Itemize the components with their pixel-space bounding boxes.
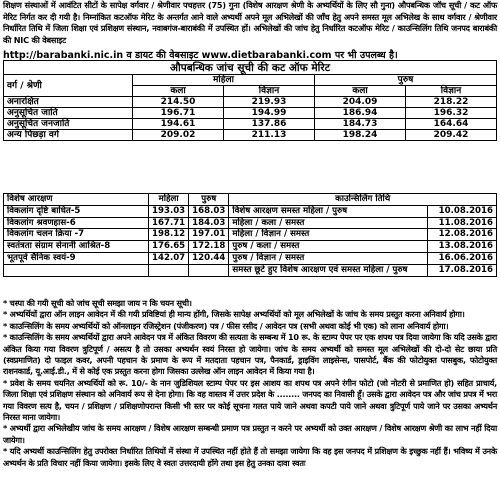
special-female-value: 167.71 [149, 217, 189, 229]
special-male-value: 120.44 [189, 252, 229, 264]
special-category: विकलांग चलन क्रिया -7 [4, 229, 149, 241]
table-row [4, 130, 497, 141]
diet-url-link[interactable]: www.dietbarabanki.com [201, 50, 332, 61]
special-female-value [149, 264, 189, 276]
row-category: अनारक्षित [4, 97, 133, 108]
special-female-value: 193.03 [149, 205, 189, 217]
counselling-date: 10.08.2016 [428, 205, 497, 217]
female-science-value: 219.93 [224, 97, 315, 108]
special-category: स्वतंत्रता संग्राम सेनानी आश्रित-8 [4, 241, 149, 253]
instruction-note: * काउन्सिलिंग के समय अभ्यर्थियों को ऑनलाइन रजिस्ट्रेशन (पंजीकरण) पत्र / फीस रसीद / आवेदन पत्र (सभी अथवा कोई भी एक) को लाना अनिवार्य होगा। [3, 320, 449, 331]
instruction-note: * काउन्सिलिंग के समय अभ्यर्थियों द्वारा अपने आवेदन पत्र में अंकित विवरण की सत्यता के सम्बन्ध में 10 रू. के स्टाम्प पेपर पर एक शपथ पत्र दिया जायेगा कि यदि उसके द्वारा अंकित किया गया विवरण त्रुटिपूर्ण / असत्य है तो उसका अभ्यर्थन स्वयं निरस्त हो जायेगा। जांच के समय अभ्यर्थी को समस्त मूल अभिलेखों की दो-दो सेट छाया प्रति (स्वप्रमाणित) दो फाइल कवर, अपनी पहचान के प्रमाण के रूप में मतदाता पहचान पत्र, पैनकार्ड, ड्राइविंग लाइसेन्स, पासपोर्ट, बैंक की फोटोयुक्त पासबुक, फोटोयुक्त राशनकार्ड, यू.आई.डी., में से कोई एक प्रस्तुत करना होगा जिसका उल्लेख ऑन लाइन आवेदन में किया गया है। [3, 332, 497, 377]
special-category: विकलांग दृष्टि बाधित-5 [4, 205, 149, 217]
counselling-group: पुरुष / विज्ञान / समस्त [229, 252, 428, 264]
special-male-value: 197.01 [189, 229, 229, 241]
nic-url-link[interactable]: http://barabanki.nic.in [3, 50, 124, 61]
female-science-value: 194.99 [224, 108, 315, 119]
counselling-date: 13.08.2016 [428, 241, 497, 253]
col-category-header: वर्ग / श्रेणी [4, 75, 133, 97]
counselling-group: पुरुष / कला / समस्त [229, 241, 428, 253]
row-category: अनुसूचित जाति [4, 108, 133, 119]
special-female-value: 198.12 [149, 229, 189, 241]
instruction-note: * अभ्यर्थियों द्वारा ऑन लाइन आवेदन में की गयी प्रविष्टियां ही मान्य होंगी, जिसके सापेक्ष अभ्यर्थियों को मूल अभिलेखों के जांच के समय प्रस्तुत करना अनिवार्य होगा। [3, 309, 465, 320]
counselling-date: 12.08.2016 [428, 229, 497, 241]
female-header: महिला [133, 75, 315, 86]
table-row [4, 217, 497, 229]
male-science-value: 164.64 [406, 119, 497, 130]
website-line-mid: व डायट की वेबसाइट [123, 50, 202, 61]
male-arts-header: कला [315, 86, 406, 97]
special-female-value: 176.65 [149, 241, 189, 253]
male-science-header: विज्ञान [406, 86, 497, 97]
female-arts-value: 196.71 [133, 108, 224, 119]
male-arts-value: 198.24 [315, 130, 406, 141]
cutoff-merit-table [3, 60, 497, 141]
counselling-group: महिला / कला / समस्त [229, 217, 428, 229]
special-male-value: 184.03 [189, 217, 229, 229]
male-header: पुरुष [315, 75, 497, 86]
counselling-group: महिला / विज्ञान / समस्त [229, 229, 428, 241]
row-category: अन्य पिछड़ा वर्ग [4, 130, 133, 141]
table-row [4, 229, 497, 241]
male-arts-value: 184.73 [315, 119, 406, 130]
special-male-header: पुरुष [189, 194, 229, 206]
female-arts-value: 214.50 [133, 97, 224, 108]
row-category: अनुसूचित जनजाति [4, 119, 133, 130]
counselling-date-header: काउन्सिलिंग तिथि [229, 194, 497, 206]
male-arts-value: 204.09 [315, 97, 406, 108]
female-arts-value: 194.61 [133, 119, 224, 130]
instruction-note: * चस्पा की गयी सूची को जांच सूची समझा जाय न कि चयन सूची। [3, 298, 192, 308]
table-row [4, 241, 497, 253]
male-science-value: 218.22 [406, 97, 497, 108]
instructions-list [3, 298, 497, 469]
special-category: विकलांग श्रवणहास-6 [4, 217, 149, 229]
counselling-date: 11.08.2016 [428, 217, 497, 229]
table-row [4, 252, 497, 264]
special-female-header: महिला [149, 194, 189, 206]
table-row [4, 119, 497, 130]
special-category-header: विशेष आरक्षण [4, 194, 149, 206]
table-row [4, 97, 497, 108]
website-line-end: पर भी उपलब्ध है। [331, 50, 398, 61]
intro-paragraph: शिक्षण संस्थाओं में आवंटित सीटों के सापेक्ष वर्गवार / श्रेणीवार पचहत्तर (75) गुना (विशेष आरक्षण श्रेणी के अभ्यर्थियों के लिए सौ गुना) औपबन्धिक जॉच सूची / कट ऑफ मेरिट निर्गत कर दी गयी है। निम्नांकित कटऑफ मेरिट के अन्तर्गत आने वाले अभ्यर्थी अपने मूल अभिलेखों की जाँच हेतु अपने समस्त मूल अभिलेख के साथ वर्गवार / श्रेणीवार निर्धारित तिथि में जिला शिक्षा एवं प्रशिक्षण संस्थान, नवाबगंज-बाराबंकी में उपस्थित हों। अभिलेखों की जांच हेतु निर्धारित कटऑफ मेरिट / काउन्सिलिंग तिथि जनपद बाराबंकी की NIC की वेबसाइट [3, 0, 497, 45]
female-arts-value: 209.02 [133, 130, 224, 141]
table-row [4, 205, 497, 217]
male-arts-value: 186.94 [315, 108, 406, 119]
special-female-value: 142.07 [149, 252, 189, 264]
male-science-value: 209.42 [406, 130, 497, 141]
special-category: भूतपूर्व सैनिक स्वयं-9 [4, 252, 149, 264]
counselling-group: विशेष आरक्षण समस्त महिला / पुरुष [229, 205, 428, 217]
female-science-header: विज्ञान [224, 86, 315, 97]
instruction-note: * यदि अभ्यर्थी काउन्सिलिंग हेतु उपरोक्त निर्धारित तिथियों में संस्था में उपस्थित नहीं होते हैं तो समझा जायेगा कि वह इस जनपद में प्रशिक्षण के इच्छुक नहीं हैं। भविष्य में उनके अभ्यर्थन के प्रति विचार नहीं किया जायेगा। इसके लिए वे स्वतः उत्तरदायी होंगे तथा इस हेतु उनका दावा स्वतः [3, 446, 497, 468]
female-science-value: 211.13 [224, 130, 315, 141]
female-science-value: 137.86 [224, 119, 315, 130]
instruction-note: * अभ्यर्थी द्वारा अभिलेखीय जांच के समय आरक्षण / विशेष आरक्षण सम्बन्धी प्रमाण पत्र प्रस्तुत न करने पर अभ्यर्थी को उक्त आरक्षण / विशेष आरक्षण श्रेणी का लाभ नहीं दिया जायेगा। [3, 423, 497, 445]
table-row [4, 108, 497, 119]
special-category [4, 264, 149, 276]
instruction-note: * प्रवेश के समय चयनित अभ्यर्थियों को रू. 10/- के नान जुडिशियल स्टाम्प पेपर पर इस आशय का शपथ पत्र अपने रंगीन फोटो (जो नोटरी से प्रमाणित हो) सहित प्राचार्य, जिला शिक्षा एवं प्रशिक्षण संस्थान को अनिवार्य रूप से देना होगा। कि वह वास्तव में उत्तर प्रदेश के ........ जनपद का निवासी हूँ। उसके द्वारा आवेदन पत्र और जांच प्रपत्र में भरा गया विवरण सत्य है, चयन / प्रशिक्षण / प्रशिक्षणोपरान्त किसी भी स्तर पर कोई सूचना गलत पाये जाने अथवा कपटी पाये जाने अथवा त्रुटिपूर्ण पाये जाने पर उसका अभ्यर्थन निरस्त माना जायेगा। [3, 377, 497, 423]
special-male-value [189, 264, 229, 276]
special-male-value: 172.18 [189, 241, 229, 253]
special-male-value: 168.03 [189, 205, 229, 217]
male-science-value: 196.32 [406, 108, 497, 119]
counselling-group: समस्त छूटे हुए विशेष आरक्षण एवं समस्त महिला / पुरुष [229, 264, 428, 276]
table-row [4, 264, 497, 276]
special-reservation-table [3, 193, 497, 277]
counselling-date: 17.08.2016 [428, 264, 497, 276]
counselling-date: 16.06.2016 [428, 252, 497, 264]
female-arts-header: कला [133, 86, 224, 97]
merit-table-title: औपबन्धिक जांच सूची की कट ऑफ मेरिट [4, 61, 497, 75]
